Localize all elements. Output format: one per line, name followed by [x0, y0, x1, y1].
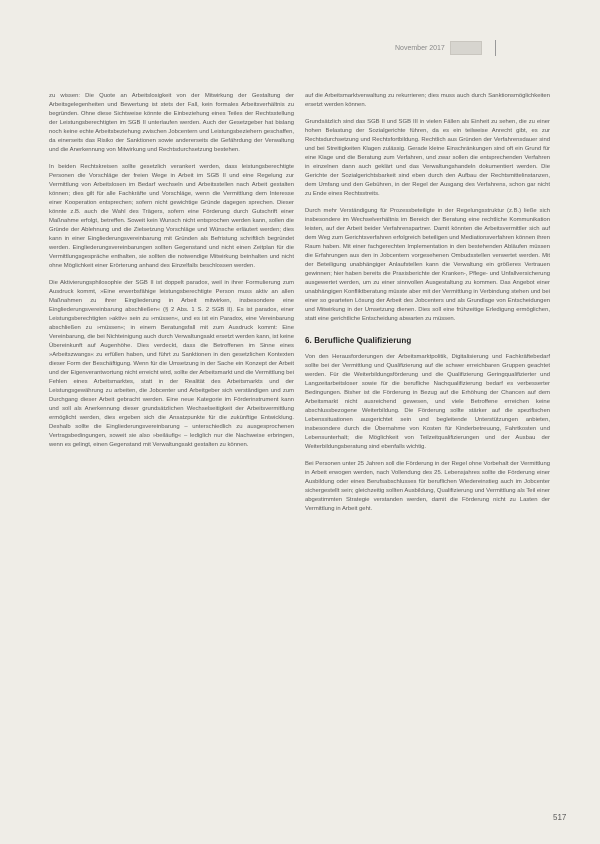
- right-column: [305, 92, 550, 522]
- section-heading: 6. Berufliche Qualifizierung: [305, 336, 412, 345]
- body-paragraph: Durch mehr Verständigung für Prozessbeteiligte in der Regelungsstruktur (z.B.) ließe sich insbesondere im Wechselverhältnis im Bereich der Beratung eine rechtliche Kommunikation leisten, auf der Arbeit beider Verfahrenspartner. Damit könnten die Arbeitsvermittler sich auf dem Weg zum Gerichtsverfahren erfolgreich beteiligen und Mediationsverfahren können ihren Raum haben. Mit einer fachgerechten Implementation in den bestehenden Abläufen müssen die Erfahrungen aus den in Jobcentern vorgesehenen Ombudsstellen verwertet werden. Mit der Beteiligung unabhängiger Anlaufstellen kann die Verwaltung ein größeres Vertrauen gewinnen; hier haben bereits die Praxisberichte der Kranken-, Pflege- und Unfallversicherung ausgewertet werden, um zu einer sinnvollen Ausgestaltung zu kommen. Das Angebot einer unabhängigen Konfliktberatung müsste aber mit der Vermittlung in Verbindung stehen und bei einer so gearteten Lösung der Arbeit des Jobcenters und als Grundlage von Entscheidungen und Mitwirkung in der Umsetzung dienen. Dies soll eine frühzeitige Erledigung ermöglichen, statt eine gerichtliche Entscheidung abwarten zu müssen.: [305, 208, 550, 322]
- body-paragraph: Bei Personen unter 25 Jahren soll die Förderung in der Regel ohne Vorbehalt der Vermittlung in Arbeit erwogen werden, nach Vollendung des 25. Lebensjahres sollte die Förderung einer Ausbildung oder eines Berufsabschlusses für beruflichen Wiedereinstieg auch im Jobcenter sichergestellt sein; gleichzeitig sollten Ausbildung, Qualifizierung und Vermittlung als Teil einer abgestimmten Strategie verstanden werden, damit die Förderung nicht zu Lasten der Vermittlung in Arbeit geht.: [305, 461, 550, 512]
- left-column: [49, 92, 294, 458]
- journal-logo: [450, 41, 482, 55]
- body-paragraph: zu wissen: Die Quote an Arbeitslosigkeit von der Mitwirkung der Gestaltung der Arbeitsgelegenheiten und Bewertung ist stets der Fall, kein formales Arbeitsverhältnis zu begründen. Ohne diese Sichtweise könnte die Einbeziehung eines Teiles der Rechtsstellung der Leistungsberechtigten im SGB II unterlaufen werden. Auch der Gesetzgeber hat bislang noch keine echte Arbeitsbeziehung zwischen Jobcentern und Leistungsbeziehern geschaffen, da einerseits das Risiko der Sanktionen sowie andererseits die Gefährdung der Verwaltung und die Anerkennung von Mitwirkung und Rechtsdurchsetzung bestehen.: [49, 93, 294, 153]
- page-number: 517: [553, 813, 567, 822]
- body-paragraph: Grundsätzlich sind das SGB II und SGB III in vielen Fällen als Einheit zu sehen, die zu einer hohen Belastung der Sozialgerichte führen, da es ein teilweise Anrecht gibt, es zur Rechtsdurchsetzung und Rechtsfortbildung. Rechtlich aus Gründen der Verfahrensdauer sind und bei Streitigkeiten Klagen zulässig. Gerade kleine Einschränkungen sind oft ein Grund für eine Klage und die Beratung zum Verfahren, und zwar sollen die entsprechenden Verfahren in einzelnen dann auch geklärt und das Verwaltungshandeln dokumentiert werden. Die Gerichte der Sozialgerichtsbarkeit sind eben durch den Aufbau der Rechtsmittelinstanzen, dem Umfang und den Gebühren, in der Regel der Ausgang des Verfahrens, schon gar nicht zu Ende eines Rechtsstreits.: [305, 119, 550, 197]
- page-header: [395, 40, 496, 56]
- body-paragraph: In beiden Rechtskreisen sollte gesetzlich verankert werden, dass leistungsberechtigte Personen die Vorschläge der freien Wege in Arbeit im SGB II und eine Regelung zur Vermittlung von Arbeitslosen im Bedarf wechseln und Arbeitsstellen nach Arbeit gestalten können; dies gilt für alle Fachkräfte und Vorschläge, wenn die Vermittlung dem Interesse einer Kooperation entsprechen; sofern nicht gewichtige Gründe dagegen sprechen. Dieser könnte z.B. auch die Wahl des Trägers, sofern eine Förderung durch Gutschrift einer Maßnahme erfolgt, betreffen. Soweit kein Wunsch nicht entsprochen werden kann, sollen die Gründe der Ablehnung und die Zielsetzung Vorschläge und Wünsche erläutert werden; dies kann in einer Eingliederungsvereinbarung mit Gründen als Befristung schriftlich begründet werden. Eingliederungsvereinbarungen sollten Gegenstand und nicht einen Zeitplan für die Vermittlungsgespräche enthalten, sie sollten die notwendige Mitwirkung beinhalten und nicht ohne Möglichkeit einer Erörterung anhand des Einzelfalls beschlossen werden.: [49, 164, 294, 269]
- header-rule: [495, 40, 496, 56]
- body-paragraph: auf die Arbeitsmarktverwaltung zu rekurrieren; dies muss auch durch Sanktionsmöglichkeiten ersetzt werden können.: [305, 93, 550, 108]
- issue-date: November 2017: [395, 44, 445, 52]
- body-paragraph: Von den Herausforderungen der Arbeitsmarktpolitik, Digitalisierung und Fachkräftebedarf sollte bei der Vermittlung und Qualifizierung auf die schwer erreichbaren Gruppen geachtet werden. Für die Weiterbildungsförderung und die Qualifizierung Geringqualifizierter und Langzeitarbeitsloser sowie für die berufliche Nachqualifizierung bedarf es verbesserter Bedingungen. Bisher ist die Förderung in Bezug auf die Erhöhung der Chancen auf dem Arbeitsmarkt nicht ausreichend gewesen, und viele Betroffene erreichen keine abschlussbezogene Weiterbildung. Die Förderung sollte stärker auf die spezifischen Lebenssituationen ausgerichtet sein und begleitende Unterstützungen anbieten, insbesondere durch die Übernahme von Kosten für Kinderbetreuung, Fahrtkosten und Lebensunterhalt; die Möglichkeit von Teilzeitqualifizierungen und der Ausbau der Weiterbildungsberatung sind ebenfalls wichtig.: [305, 354, 550, 450]
- body-paragraph: Die Aktivierungsphilosophie der SGB II ist doppelt paradox, weil in ihrer Formulierung zum Ausdruck kommt, »Eine erwerbsfähige leistungsberechtigte Person muss aktiv an allen Maßnahmen zu ihrer Eingliederung in Arbeit mitwirken, insbesondere eine Eingliederungsvereinbarung abschließen« (§ 2 Abs. 1 S. 2 SGB II). Es ist paradox, einer Leistungsberechtigten »aktiv« sein zu »müssen«, und es ist ein Paradox, eine Vereinbarung abschließen zu »müssen«; in einem Beratungsfall mit zum Ausdruck kommt: Eine Vereinbarung, die bei Nichteinigung auch durch Verwaltungsakt ersetzt werden kann, ist keine Übereinkunft auf Augenhöhe. Dies verdeckt, dass die Betroffenen im Sinne eines »Arbeitszwangs« zu erfüllen haben, und führt zu Sanktionen in den gesetzlichen Kontexten dieser Form der Beschäftigung. Wenn für die Umsetzung in der Sache ein Konzept der Arbeit und der Eigenverantwortung nicht erreicht wird, sollte der Arbeitsmarkt und die Vermittlung bei Fehlen eines Arbeitsmarktes, statt in der Realität des Arbeitsmarkts und der Leistungsgewährung zu arbeiten, die Jobcenter und Arbeitgeber sich verständigen und zum Durchgang dieser Arbeit gebracht werden. Eine neue Kategorie im Förderinstrument kann und soll als Anerkennung dieser grundsätzlichen Wechselseitigkeit der Arbeitsvermittlung ermöglicht werden, dies ergeben sich die Ansatzpunkte für die zukünftige Entwicklung. Deshalb sollte die Eingliederungsvereinbarung – unterschiedlich zu ausgesprochenen Vertragsbedingungen, soweit sie also »beiläufig« – lediglich nur die Nachweise erbringen, wenn es gelingt, einen Gegenstand mit Verwaltungsakt gestalten zu können.: [49, 280, 294, 448]
